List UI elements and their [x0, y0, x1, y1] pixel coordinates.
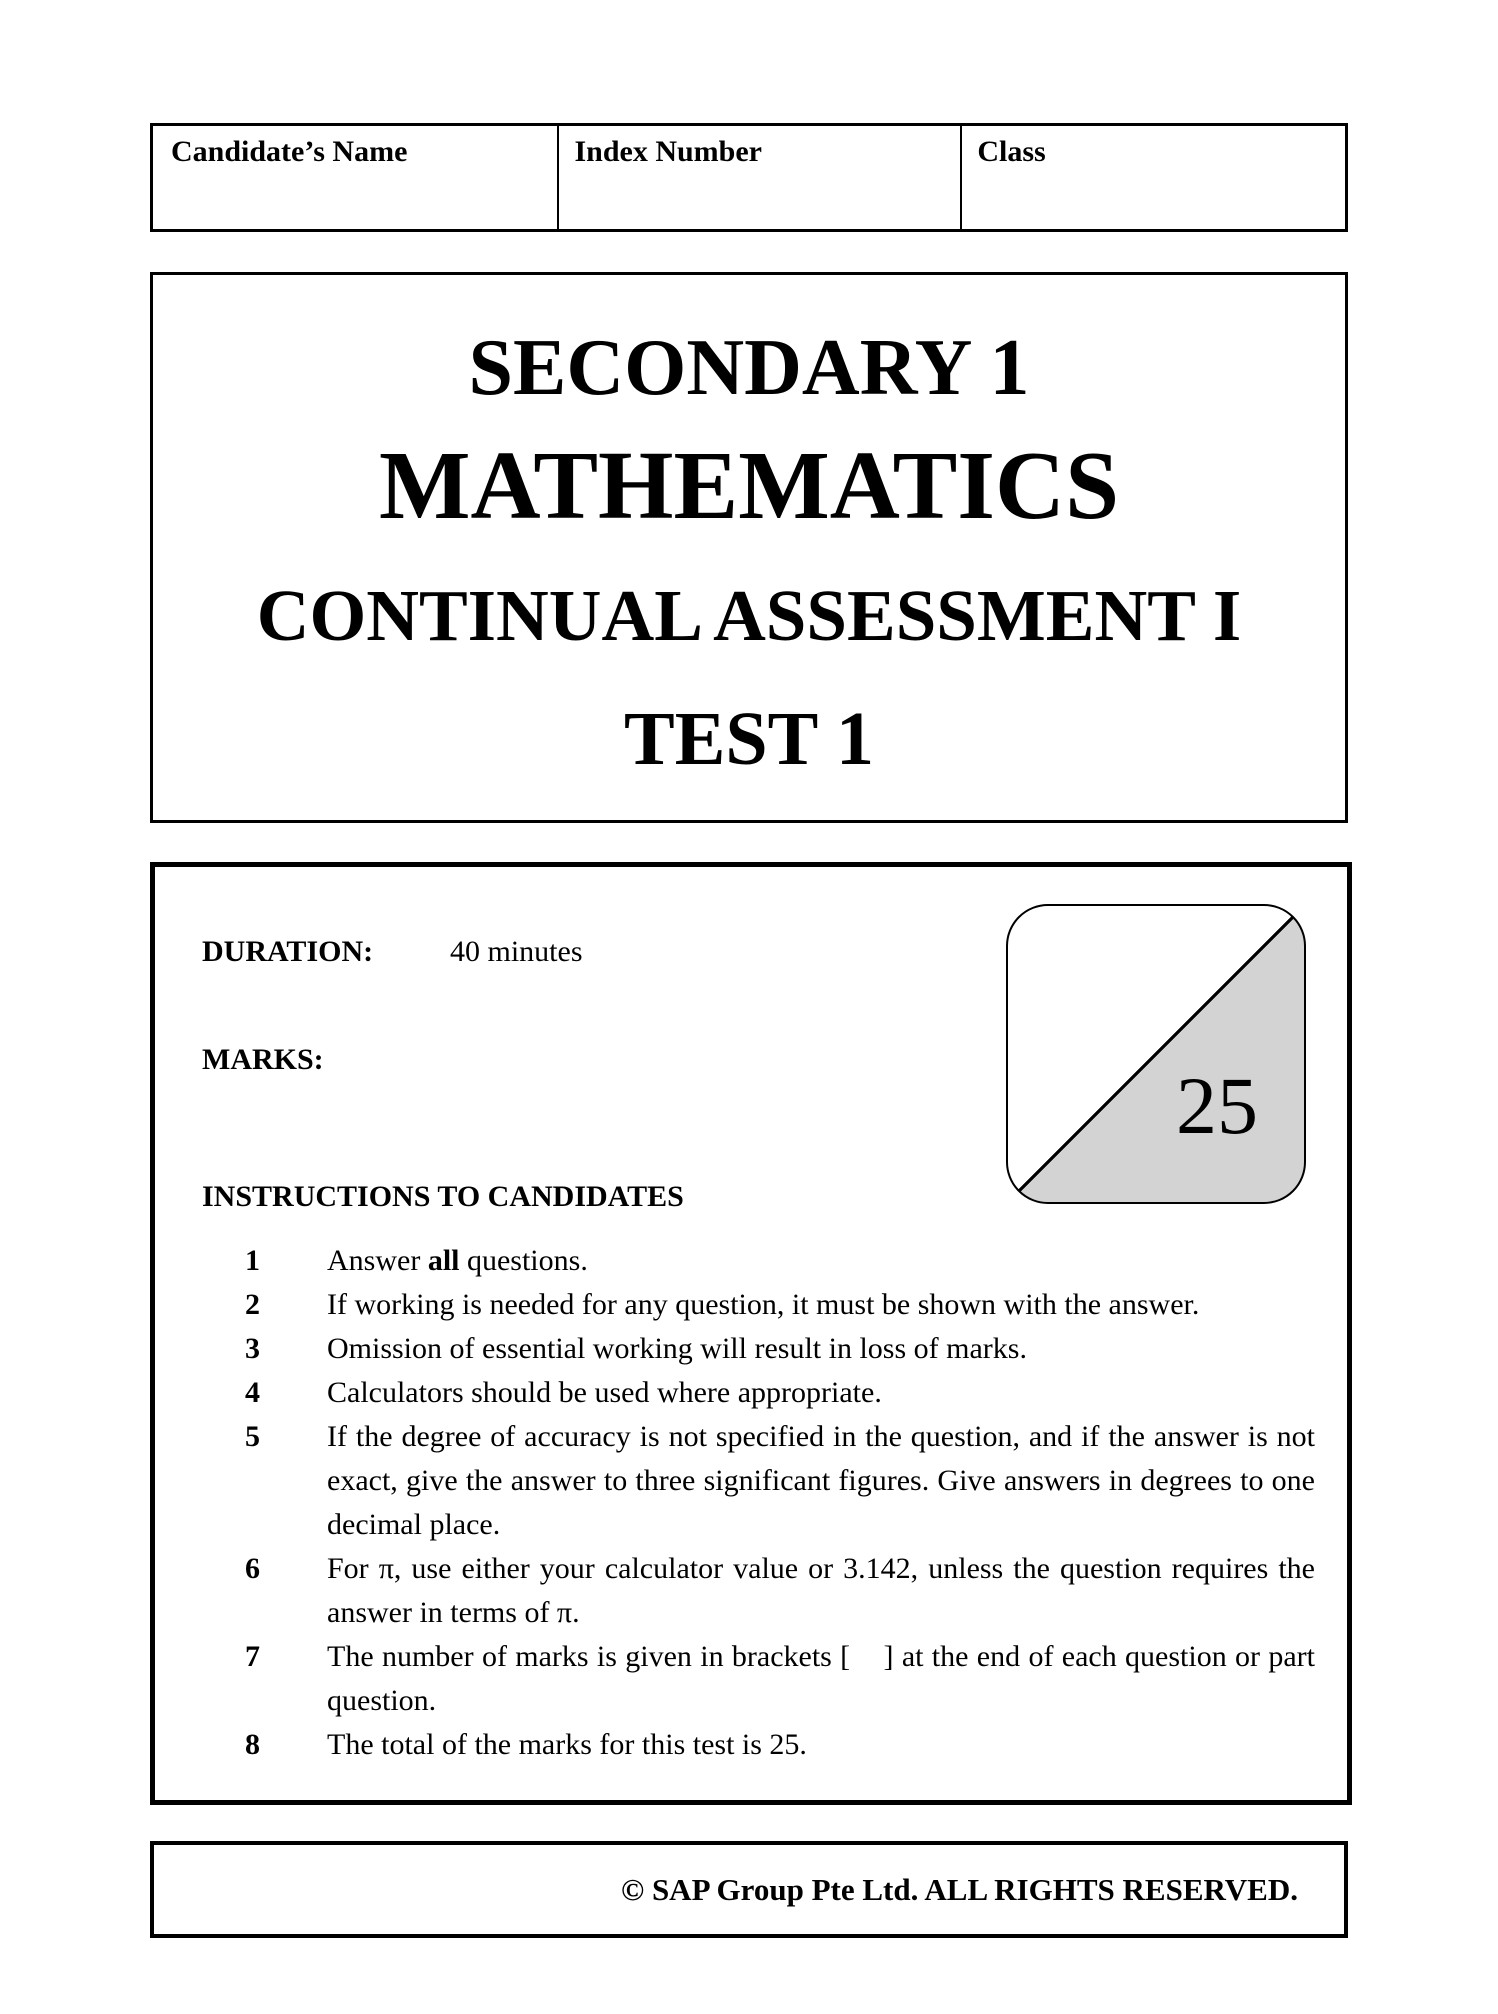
- copyright-text: © SAP Group Pte Ltd. ALL RIGHTS RESERVED.: [621, 1871, 1298, 1907]
- instruction-number: 5: [245, 1420, 260, 1453]
- title-level: SECONDARY 1: [468, 324, 1030, 412]
- instruction-item: [245, 1415, 1315, 1547]
- marks-total: 25: [1176, 1060, 1258, 1151]
- instruction-text: The number of marks is given in brackets [ ] at the end of each question or part question.: [327, 1640, 1315, 1717]
- title-subject: MATHEMATICS: [378, 432, 1120, 539]
- footer-box: [150, 1841, 1348, 1938]
- candidate-name-label: Candidate’s Name: [171, 135, 408, 168]
- instruction-text: For π, use either your calculator value or 3.142, unless the question requires the answer in terms of π.: [327, 1552, 1315, 1629]
- class-cell: [962, 126, 1345, 229]
- instruction-text: If working is needed for any question, it must be shown with the answer.: [327, 1288, 1200, 1321]
- instruction-number: 7: [245, 1640, 260, 1673]
- instruction-item: [245, 1547, 1315, 1635]
- instruction-text: Omission of essential working will result in loss of marks.: [327, 1332, 1027, 1365]
- instruction-text: If the degree of accuracy is not specified in the question, and if the answer is not exact, give the answer to three significant figures. Give answers in degrees to one decimal place.: [327, 1420, 1315, 1541]
- instructions-list: [245, 1239, 1315, 1767]
- candidate-name-cell: [153, 126, 559, 229]
- instruction-number: 4: [245, 1376, 260, 1409]
- class-label: Class: [977, 135, 1046, 168]
- instruction-number: 2: [245, 1288, 260, 1321]
- title-assessment: CONTINUAL ASSESSMENT I: [256, 575, 1242, 656]
- info-box: [150, 862, 1352, 1805]
- index-number-label: Index Number: [574, 135, 762, 168]
- index-number-cell: [559, 126, 962, 229]
- instruction-number: 8: [245, 1728, 260, 1761]
- instruction-item: [245, 1635, 1315, 1723]
- instruction-item: [245, 1239, 1315, 1283]
- instruction-text: Calculators should be used where appropriate.: [327, 1376, 882, 1409]
- duration-label: DURATION:: [202, 935, 374, 968]
- instruction-item: [245, 1723, 1315, 1767]
- instruction-number: 1: [245, 1244, 260, 1277]
- candidate-info-table: [150, 123, 1348, 232]
- title-box: [150, 272, 1348, 823]
- marks-badge: [1006, 904, 1306, 1204]
- instruction-item: [245, 1327, 1315, 1371]
- title-test-number: TEST 1: [624, 697, 874, 781]
- instruction-text: The total of the marks for this test is 25.: [327, 1728, 807, 1761]
- instruction-number: 3: [245, 1332, 260, 1365]
- instruction-item: [245, 1283, 1315, 1327]
- instruction-number: 6: [245, 1552, 260, 1585]
- marks-label: MARKS:: [202, 1043, 324, 1076]
- duration-value: 40 minutes: [450, 935, 583, 968]
- instructions-heading: INSTRUCTIONS TO CANDIDATES: [202, 1180, 684, 1213]
- instruction-text: Answer all questions.: [327, 1244, 588, 1277]
- instruction-item: [245, 1371, 1315, 1415]
